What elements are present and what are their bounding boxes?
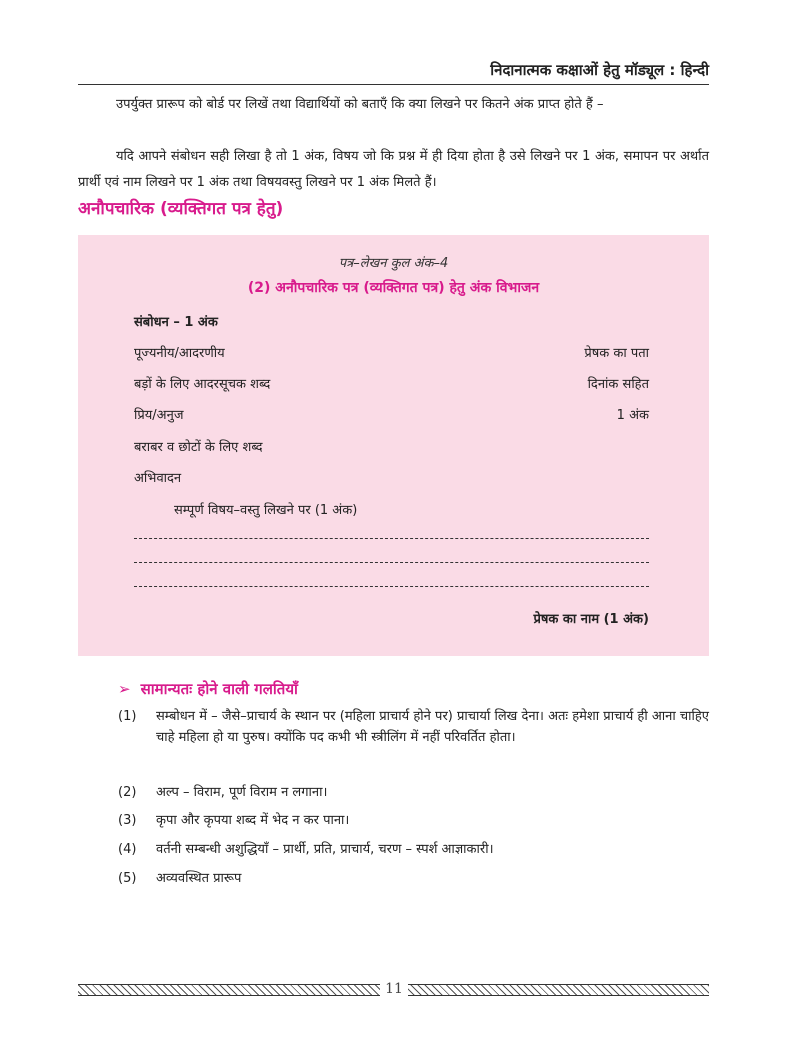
sender-row: [134, 609, 649, 629]
sambodhan-label: संबोधन – 1 अंक: [134, 315, 218, 330]
errors-heading-text: सामान्यतः होने वाली गलतियाँ: [140, 680, 298, 698]
error-item: [118, 810, 709, 831]
marks-distribution-box: [78, 235, 709, 656]
arrow-bullet-icon: ➢: [118, 680, 131, 698]
box-subtitle: पत्र–लेखन कुल अंक–4: [338, 256, 449, 271]
intro-paragraph-2: यदि आपने संबोधन सही लिखा है तो 1 अंक, विषय जो कि प्रश्न में ही दिया होता है उसे लिखने पर 1 अंक, समापन पर अर्थात प्रार्थी एवं नाम लिखने पर 1 अंक तथा विषयवस्तु लिखने पर 1 अंक मिलते हैं।: [78, 149, 709, 190]
error-item: [118, 782, 709, 803]
error-text: सम्बोधन में – जैसे–प्राचार्य के स्थान पर (महिला प्राचार्य होने पर) प्राचार्या लिख देना। अतः हमेशा प्राचार्य ही आना चाहिए चाहे महिला हो या पुरुष। क्योंकि पद कभी भी स्त्रीलिंग में नहीं परिवर्तित होता।: [156, 709, 709, 745]
error-item: [118, 868, 709, 889]
row-left: बड़ों के लिए आदरसूचक शब्द: [134, 377, 271, 392]
box-row: [134, 468, 649, 488]
content-line: सम्पूर्ण विषय–वस्तु लिखने पर (1 अंक): [174, 503, 358, 518]
dashed-line: [134, 586, 649, 587]
box-heading: (2) अनौपचारिक पत्र (व्यक्तिगत पत्र) हेतु अंक विभाजन: [247, 280, 540, 296]
errors-heading: [118, 679, 298, 699]
page-number: 11: [380, 978, 408, 1000]
box-row: [134, 343, 649, 363]
sambodhan-row: [134, 312, 649, 332]
dashed-line: [134, 538, 649, 539]
intro-paragraph-1: उपर्युक्त प्रारूप को बोर्ड पर लिखें तथा विद्यार्थियों को बताएँ कि क्या लिखने पर कितने अंक प्राप्त होते हैं –: [116, 97, 604, 112]
row-left: अभिवादन: [134, 471, 182, 486]
error-text: अव्यवस्थित प्रारूप: [156, 871, 242, 886]
content-row: [174, 500, 649, 520]
row-left: बराबर व छोटों के लिए शब्द: [134, 440, 263, 455]
sender-name-label: प्रेषक का नाम (1 अंक): [533, 612, 649, 627]
error-item: [118, 839, 709, 860]
page-header: [78, 60, 709, 85]
error-number: (1): [118, 709, 137, 724]
error-number: (5): [118, 871, 137, 886]
header-title: निदानात्मक कक्षाओं हेतु मॉड्यूल : हिन्दी: [490, 61, 709, 79]
row-left: प्रिय/अनुज: [134, 408, 184, 423]
error-text: अल्प – विराम, पूर्ण विराम न लगाना।: [156, 785, 328, 800]
error-text: वर्तनी सम्बन्धी अशुद्धियाँ – प्रार्थी, प्रति, प्राचार्य, चरण – स्पर्श आज्ञाकारी।: [156, 842, 494, 857]
box-row: [134, 437, 649, 457]
error-number: (4): [118, 842, 137, 857]
error-item: [118, 706, 709, 748]
error-number: (2): [118, 785, 137, 800]
row-right: दिनांक सहित: [587, 377, 649, 392]
box-row: [134, 374, 649, 394]
row-left: पूज्यनीय/आदरणीय: [134, 346, 225, 361]
dashed-line: [134, 562, 649, 563]
row-right: प्रेषक का पता: [584, 346, 649, 361]
section-heading: अनौपचारिक (व्यक्तिगत पत्र हेतु): [78, 199, 284, 219]
row-right: 1 अंक: [616, 408, 649, 423]
box-row: [134, 405, 649, 425]
error-text: कृपा और कृपया शब्द में भेद न कर पाना।: [156, 813, 350, 828]
error-number: (3): [118, 813, 137, 828]
